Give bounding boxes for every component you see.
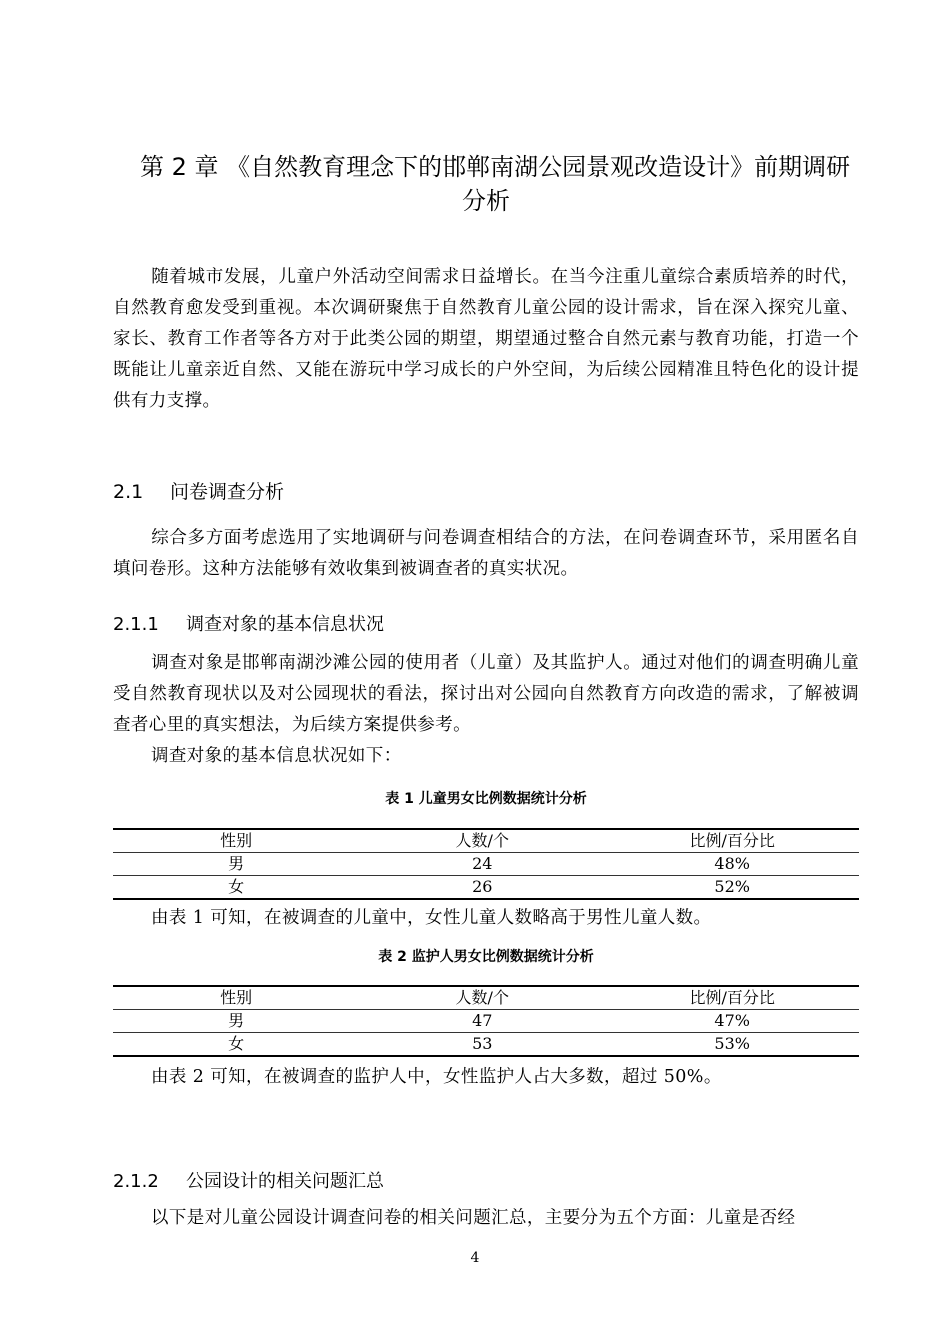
note-text: 由表 2 可知，在被调查的监护人中，女性监护人占大多数，超过 50%。: [151, 1067, 722, 1087]
section-heading-2-1-1: [113, 610, 384, 636]
chapter-title: [113, 150, 859, 218]
cell-gender: 男: [113, 1010, 359, 1033]
header-gender: 性别: [113, 986, 359, 1010]
note-text: 由表 1 可知，在被调查的儿童中，女性儿童人数略高于男性儿童人数。: [151, 908, 712, 928]
cell-gender: 女: [113, 876, 359, 900]
section-heading-2-1: [113, 477, 284, 504]
section-title: 公园设计的相关问题汇总: [186, 1171, 384, 1192]
cell-count: 53: [359, 1033, 605, 1057]
cell-gender: 女: [113, 1033, 359, 1057]
page-number: 4: [470, 1250, 480, 1266]
table1: [113, 828, 859, 900]
lead-text: 调查对象的基本信息状况如下：: [151, 746, 402, 766]
header-ratio: 比例/百分比: [605, 986, 859, 1010]
header-ratio: 比例/百分比: [605, 829, 859, 853]
table-row: [113, 876, 859, 900]
cell-count: 26: [359, 876, 605, 900]
cell-ratio: 47%: [605, 1010, 859, 1033]
section-number: 2.1.1: [113, 614, 159, 635]
cell-gender: 男: [113, 853, 359, 876]
section-title: 调查对象的基本信息状况: [186, 614, 384, 635]
cell-ratio: 53%: [605, 1033, 859, 1057]
chapter-title-line1: 第 2 章 《自然教育理念下的邯郸南湖公园景观改造设计》前期调研: [140, 153, 851, 181]
section-2-1-2-paragraph: [113, 1203, 859, 1234]
section-2-1-text: 综合多方面考虑选用了实地调研与问卷调查相结合的方法，在问卷调查环节，采用匿名自填问卷形。这种方法能够有效收集到被调查者的真实状况。: [113, 528, 859, 579]
chapter-title-line2: 分析: [462, 187, 510, 215]
intro-paragraph: [113, 262, 859, 417]
section-title: 问卷调查分析: [170, 481, 285, 503]
table-row: [113, 1010, 859, 1033]
section-heading-2-1-2: [113, 1167, 384, 1193]
section-2-1-1-text: 调查对象是邯郸南湖沙滩公园的使用者（儿童）及其监护人。通过对他们的调查明确儿童受自然教育现状以及对公园现状的看法，探讨出对公园向自然教育方向改造的需求，了解被调查者心里的真实想法，为后续方案提供参考。: [113, 653, 859, 735]
header-count: 人数/个: [359, 829, 605, 853]
table-row: [113, 1033, 859, 1057]
cell-ratio: 48%: [605, 853, 859, 876]
table2: [113, 985, 859, 1057]
cell-ratio: 52%: [605, 876, 859, 900]
table-header-row: [113, 986, 859, 1010]
table-header-row: [113, 829, 859, 853]
section-2-1-paragraph: [113, 523, 859, 585]
table-row: [113, 853, 859, 876]
section-2-1-1-lead: [113, 741, 859, 772]
section-2-1-1-paragraph: [113, 648, 859, 741]
section-number: 2.1.2: [113, 1171, 159, 1192]
cell-count: 24: [359, 853, 605, 876]
header-gender: 性别: [113, 829, 359, 853]
table2-note: [113, 1062, 859, 1093]
table1-note: [113, 903, 859, 934]
table1-caption: 表 1 儿童男女比例数据统计分析: [385, 791, 587, 807]
section-2-1-2-text: 以下是对儿童公园设计调查问卷的相关问题汇总，主要分为五个方面：儿童是否经: [151, 1208, 796, 1228]
table2-caption: 表 2 监护人男女比例数据统计分析: [378, 949, 594, 965]
header-count: 人数/个: [359, 986, 605, 1010]
intro-text: 随着城市发展，儿童户外活动空间需求日益增长。在当今注重儿童综合素质培养的时代，自然教育愈发受到重视。本次调研聚焦于自然教育儿童公园的设计需求，旨在深入探究儿童、家长、教育工作者等各方对于此类公园的期望，期望通过整合自然元素与教育功能，打造一个既能让儿童亲近自然、又能在游玩中学习成长的户外空间，为后续公园精准且特色化的设计提供有力支撑。: [113, 267, 859, 411]
section-number: 2.1: [113, 481, 144, 503]
cell-count: 47: [359, 1010, 605, 1033]
